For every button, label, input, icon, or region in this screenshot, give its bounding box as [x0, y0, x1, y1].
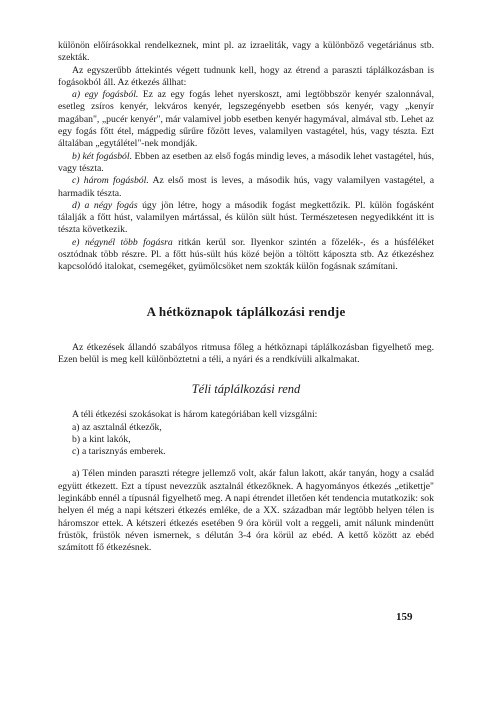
section-heading: A hétköznapok táplálkozási rendje	[146, 303, 346, 319]
category-b: b) a kint lakók,	[72, 433, 131, 445]
item-e-label: e) négynél több fogásra	[72, 236, 173, 248]
item-d-text: úgy jön létre, hogy a második fogást megkettőzik. Pl. külön fogásként tálalják a főtt húst, valamilyen mártással, és külön sült húst. Természetesen negyedikként itt is tészta következik.	[58, 199, 434, 236]
intro-paragraph: különön előírásokkal rendelkeznek, mint pl. az izraeliták, vagy a különböző vegetáriánus stb. szekták.	[58, 40, 434, 64]
category-a: a) az asztalnál étkezők,	[72, 421, 162, 433]
overview-paragraph: Az egyszerűbb áttekintés végett tudnunk kell, hogy az étrend a paraszti táplálkozásban is fogásokból áll. Az étkezés állhat:	[58, 64, 434, 88]
page-number: 159	[396, 611, 413, 623]
item-d-label: d) a négy fogás	[72, 199, 138, 211]
item-c-paragraph	[58, 175, 434, 200]
item-e-text: ritkán kerül sor. Ilyenkor szintén a főzelék-, és a húsféléket osztódnak több részre. Pl. a főtt hús-sült hús közé bejön a töltött káposzta stb. Az étkezéshez kapcsolódó italokat, csemegéket, gyümölcsöket nem szokták külön fogásnak számítani.	[58, 236, 435, 273]
item-b-label: b) két fogásból.	[72, 150, 133, 162]
item-e-paragraph	[58, 237, 434, 274]
item-a-paragraph	[58, 89, 434, 150]
spacer	[58, 458, 434, 468]
item-a-label: a) egy fogásból.	[72, 89, 139, 101]
item-a-text: Ez az egy fogás lehet nyerskoszt, ami legtöbbször kenyér szalonnával, esetleg zsíros kenyér, lekváros kenyér, legszegényebb esetben sós kenyér, vagy „kenyír magában", „pucér kenyér", már valamivel jobb esetben kenyér hagymával, almával stb. Lehet az egy fogás főtt étel, mágpedig sűrűre főzött leves, valamilyen vastagétel, hús, vagy tészta. Ezt általában „egytálétel"-nek mondják.	[58, 89, 434, 150]
winter-paragraph: a) Télen minden paraszti rétegre jellemző volt, akár falun lakott, akár tanyán, hogy a család együtt étkezett. Ezt a típust nevezzük asztalnál étkezőknek. A hagyományos étkezés „etikettje" leginkább ennél a típusnál figyelhető meg. A napi étrendet illetően két tendencia mutatkozik: sok helyen él még a napi kétszeri étkezés emléke, de a XX. században már legtöbb helyen télen is háromszor ettek. A kétszeri étkezés esetében 9 óra körül volt a reggeli, amit nálunk mindenütt früstök, früstök néven ismernek, s délután 3-4 óra körül az ebéd. A kettő között az ebéd számított fő étkezésnek.	[58, 468, 434, 554]
categories-paragraph: A téli étkezési szokásokat is három kategóriában kell vizsgálni:	[72, 409, 318, 421]
item-b-paragraph	[58, 151, 434, 176]
item-c-text: Az első most is leves, a második hús, vagy valamilyen vastagétel, a harmadik tészta.	[58, 175, 434, 199]
item-b-text: Ebben az esetben az első fogás mindig leves, a második lehet vastagétel, hús, vagy tészta.	[58, 150, 435, 174]
item-d-paragraph	[58, 200, 434, 237]
item-c-label: c) három fogásból.	[72, 175, 149, 187]
rhythm-paragraph: Az étkezések állandó szabályos ritmusa főleg a hétköznapi táplálkozásban figyelhető meg. Ezen belül is meg kell különböztetni a téli, a nyári és a rendkívüli alkalmakat.	[58, 341, 434, 365]
subsection-heading: Téli táplálkozási rend	[191, 382, 301, 397]
category-c: c) a tarisznyás emberek.	[72, 446, 166, 458]
